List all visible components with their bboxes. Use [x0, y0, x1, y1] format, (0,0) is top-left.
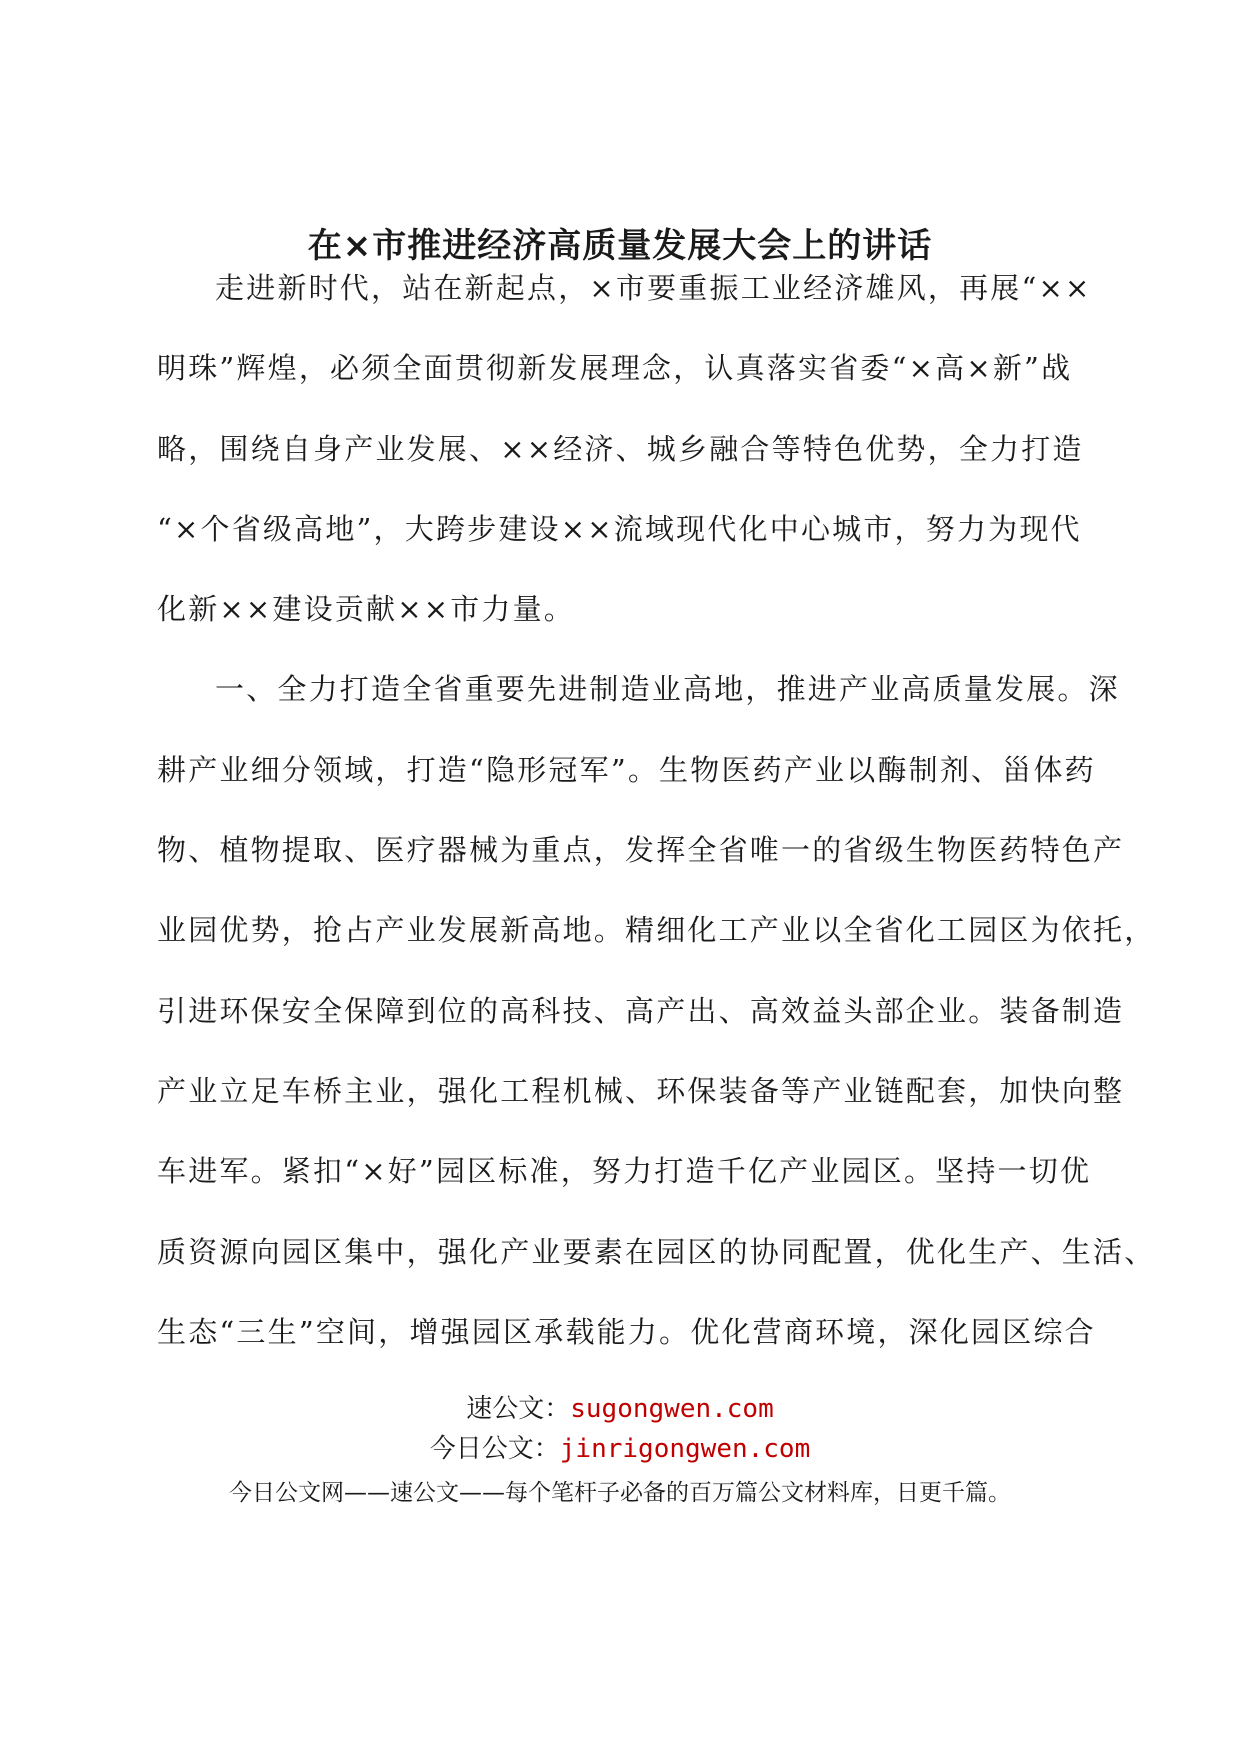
footer-site-link[interactable]: jinrigongwen.com [559, 1434, 811, 1464]
text-line: 质资源向园区集中，强化产业要素在园区的协同配置，优化生产、生活、 [157, 1235, 1156, 1269]
footer-tagline: 今日公文网——速公文——每个笔杆子必备的百万篇公文材料库，日更千篇。 [229, 1480, 1011, 1506]
text-line: 略，围绕自身产业发展、××经济、城乡融合等特色优势，全力打造 [157, 432, 1084, 466]
text-line: 车进军。紧扣“×好”园区标准，努力打造千亿产业园区。坚持一切优 [157, 1154, 1092, 1188]
text-line: 生态“三生”空间，增强园区承载能力。优化营商环境，深化园区综合 [157, 1315, 1096, 1349]
document-title: 在×市推进经济高质量发展大会上的讲话 [307, 226, 933, 266]
text-line: 化新××建设贡献××市力量。 [157, 592, 575, 626]
text-line: 引进环保安全保障到位的高科技、高产出、高效益头部企业。装备制造 [157, 994, 1125, 1028]
footer-site-link[interactable]: sugongwen.com [570, 1394, 774, 1424]
text-line: 物、植物提取、医疗器械为重点，发挥全省唯一的省级生物医药特色产 [157, 833, 1125, 867]
footer-site-label: 速公文： [466, 1394, 571, 1424]
footer-site-label: 今日公文： [429, 1434, 560, 1464]
footer-site-sugongwen [0, 1388, 1240, 1425]
text-line: 走进新时代，站在新起点，×市要重振工业经济雄风，再展“×× [215, 271, 1092, 305]
text-line: 一、全力打造全省重要先进制造业高地，推进产业高质量发展。深 [215, 672, 1120, 706]
footer-site-jinrigongwen [0, 1428, 1240, 1465]
text-line: 明珠”辉煌，必须全面贯彻新发展理念，认真落实省委“×高×新”战 [157, 351, 1073, 385]
text-line: 耕产业细分领域，打造“隐形冠军”。生物医药产业以酶制剂、甾体药 [157, 753, 1096, 787]
text-line: 业园优势，抢占产业发展新高地。精细化工产业以全省化工园区为依托， [157, 913, 1156, 947]
text-line: 产业立足车桥主业，强化工程机械、环保装备等产业链配套，加快向整 [157, 1074, 1125, 1108]
text-line: “×个省级高地”，大跨步建设××流域现代化中心城市，努力为现代 [157, 512, 1082, 546]
